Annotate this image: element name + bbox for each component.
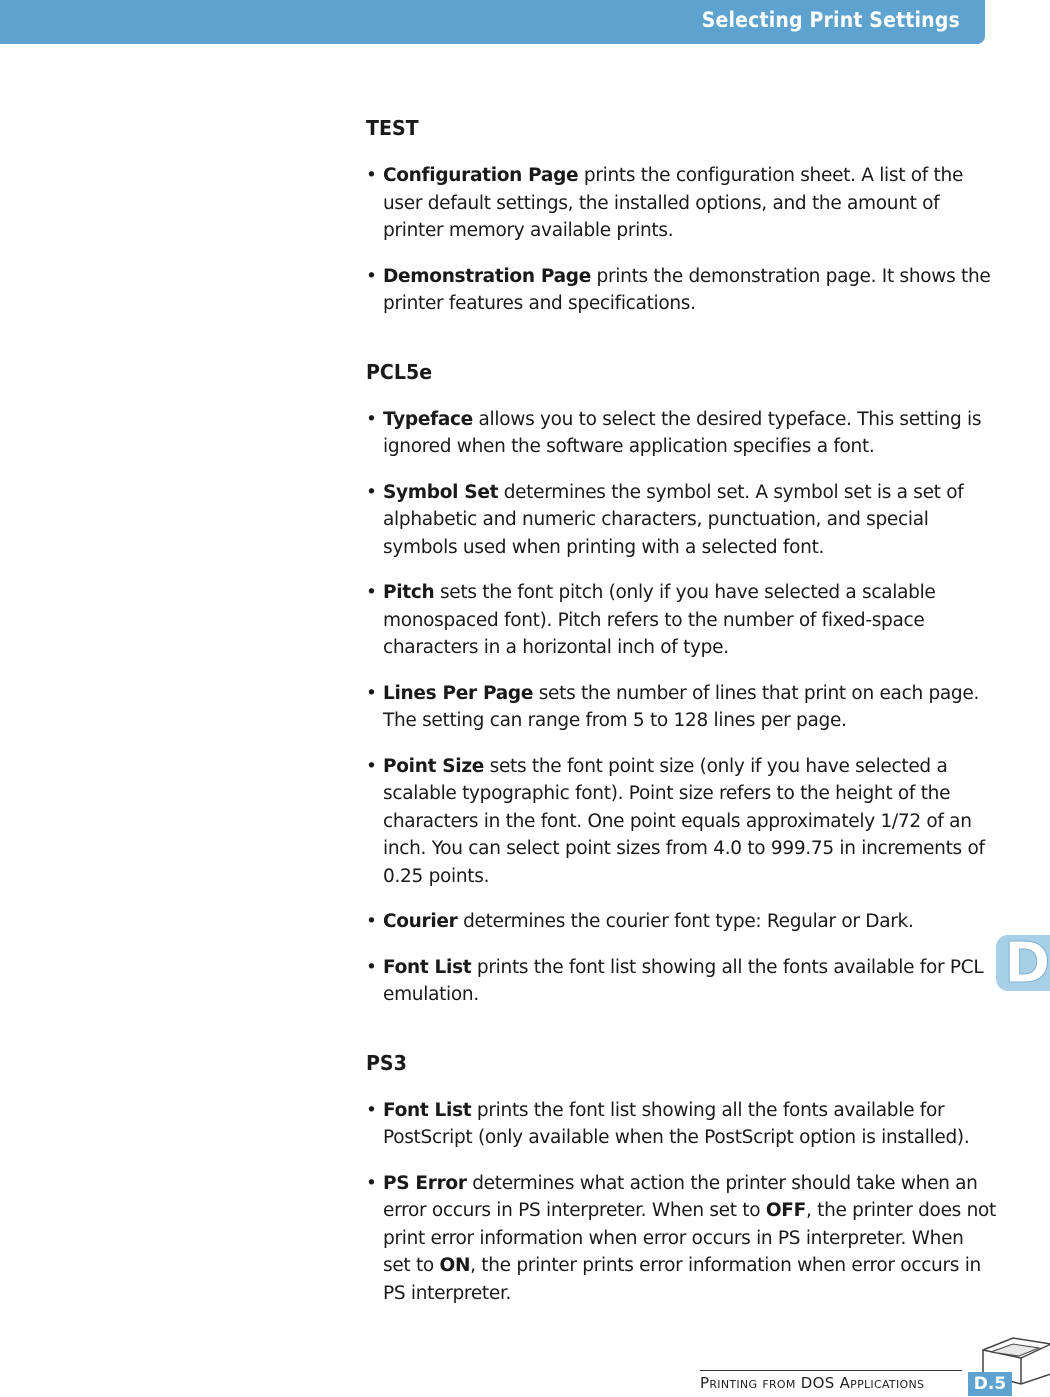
bullet-typeface <box>366 406 996 461</box>
bullet-term: Font List <box>383 1099 472 1121</box>
bullet-term: Courier <box>383 911 458 932</box>
footer-rule <box>700 1370 962 1371</box>
bullet-term: Lines Per Page <box>383 682 534 704</box>
bullet-term: Configuration Page <box>383 165 579 186</box>
bullet-term: Demonstration Page <box>383 265 591 287</box>
bullet-term: Pitch <box>383 582 435 603</box>
page-content <box>366 116 996 1325</box>
page-number: D.5 <box>968 1372 1012 1396</box>
bullet-text: prints the configuration sheet. A list of the user default settings, the installed options, and the amount of printer memory available prints. <box>383 165 964 241</box>
bullet-ps-error <box>366 1170 996 1308</box>
bullet-symbol-set <box>366 479 996 562</box>
bullet-term: Point Size <box>383 755 485 777</box>
on-keyword: ON <box>439 1255 471 1276</box>
bullet-text: determines the symbol set. A symbol set is a set of alphabetic and numeric characters, punctuation, and special symbols used when printing with a selected font. <box>383 481 964 558</box>
bullet-demonstration-page <box>366 263 996 318</box>
chapter-tab-letter: D <box>1004 931 1050 996</box>
bullet-term: Typeface <box>383 408 473 430</box>
bullet-text: , the printer prints error information when error occurs in PS interpreter. <box>383 1255 981 1304</box>
bullet-text: prints the font list showing all the fonts available for PCL emulation. <box>383 956 984 1005</box>
bullet-text: sets the font point size (only if you have selected a scalable typographic font). Point size refers to the height of the characters in the font. One point equals approximately 1/72 of an inch. You can select point sizes from 4.0 to 999.75 in increments of 0.25 points. <box>383 755 985 887</box>
bullet-term: PS Error <box>383 1172 467 1194</box>
bullet-term: Symbol Set <box>383 481 499 503</box>
section-spacer <box>366 1027 996 1051</box>
footer-chapter-title: Printing from DOS Applications <box>700 1374 925 1392</box>
bullet-text: sets the font pitch (only if you have selected a scalable monospaced font). Pitch refers to the number of fixed-space characters in a horizontal inch of type. <box>383 582 936 658</box>
bullet-point-size <box>366 753 996 891</box>
bullet-text: , the printer does not print error information when error occurs in PS interpreter. When set to <box>383 1200 996 1276</box>
bullet-lines-per-page <box>366 680 996 735</box>
section-spacer <box>366 336 996 360</box>
bullet-text: determines the courier font type: Regular or Dark. <box>457 911 914 932</box>
bullet-font-list-pcl <box>366 954 996 1009</box>
bullet-term: Font List <box>383 956 472 978</box>
bullet-font-list-ps <box>366 1097 996 1152</box>
bullet-text: determines what action the printer should take when an error occurs in PS interpreter. When set to <box>383 1172 978 1221</box>
bullet-courier <box>366 908 996 936</box>
bullet-text: sets the number of lines that print on each page. The setting can range from 5 to 128 lines per page. <box>383 682 980 731</box>
bullet-pitch <box>366 579 996 662</box>
bullet-text: prints the demonstration page. It shows the printer features and specifications. <box>383 265 991 314</box>
page-header-title: Selecting Print Settings <box>701 8 960 32</box>
off-keyword: OFF <box>765 1200 806 1221</box>
section-title-test: TEST <box>366 116 419 140</box>
bullet-configuration-page <box>366 162 996 245</box>
section-title-pcl5e: PCL5e <box>366 359 433 384</box>
bullet-text: allows you to select the desired typeface. This setting is ignored when the software application specifies a font. <box>383 408 982 457</box>
section-title-ps3: PS3 <box>366 1050 407 1075</box>
bullet-text: prints the font list showing all the fonts available for PostScript (only available when the PostScript option is installed). <box>383 1099 970 1148</box>
